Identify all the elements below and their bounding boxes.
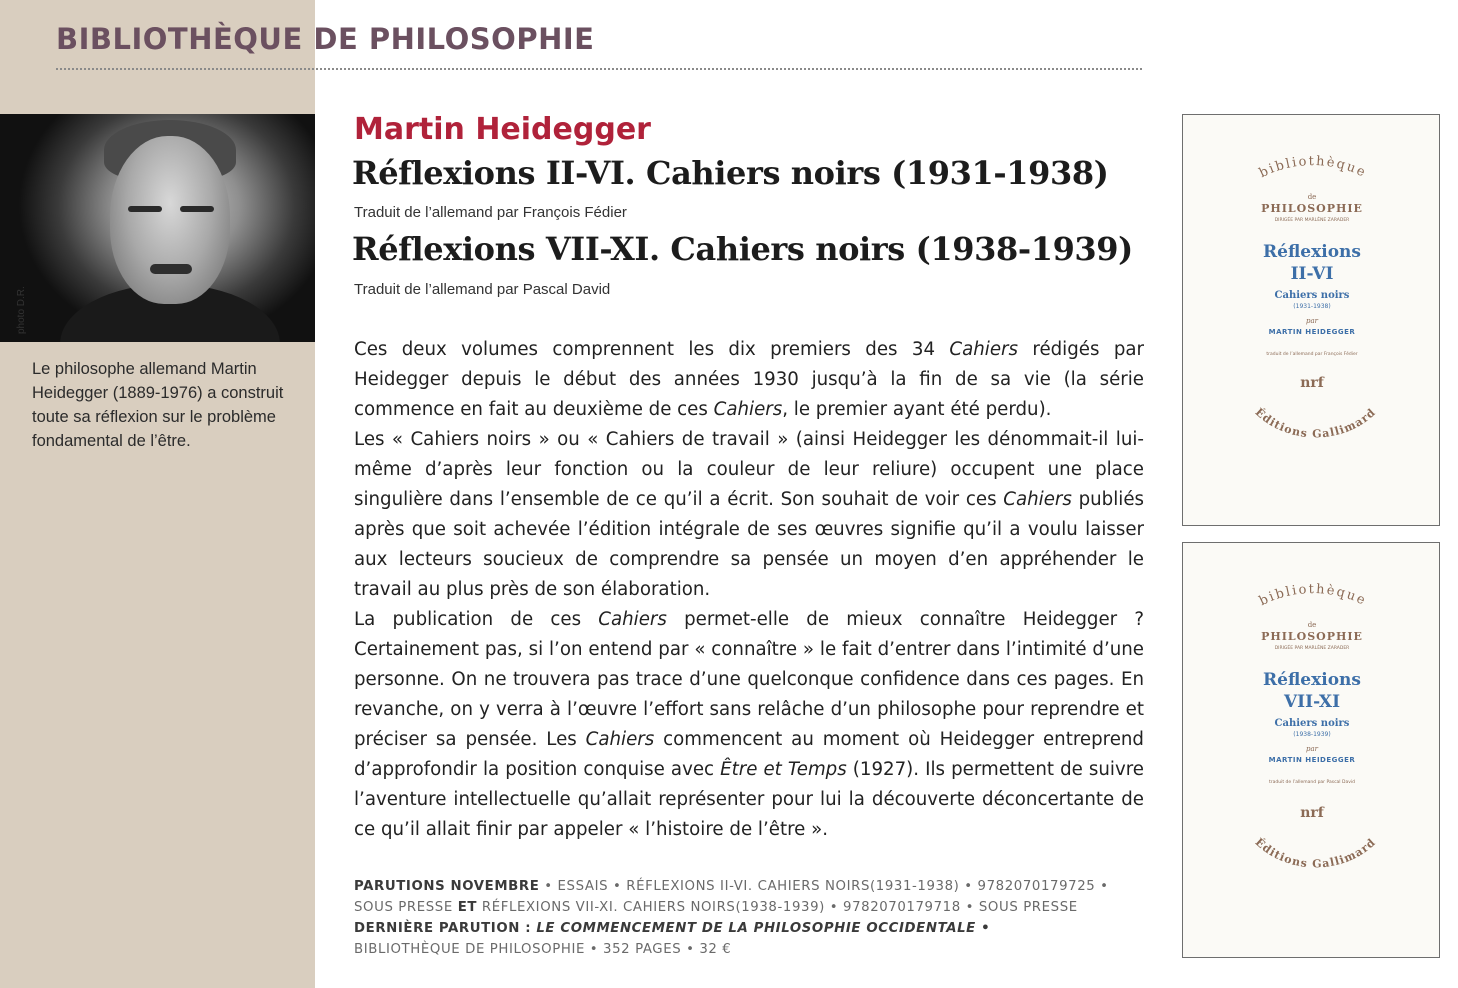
paragraph-2: Les « Cahiers noirs » ou « Cahiers de travail » (ainsi Heidegger les dénommait-il lui-même d’après leur fonction ou la couleur de leur reliure) occupent une place singulière dans l’ensemble de ce qu’il a écrit. Son souhait de voir ces Cahiers publiés après que soit achevée l’édition intégrale de ses œuvres signifie qu’il a voulu laisser aux lecteurs soucieux de comprendre sa pensée un moyen d’en appréhender le travail au plus près de son élaboration. — [354, 429, 1144, 600]
cover-subtitle: Cahiers noirs — [1274, 718, 1350, 729]
paragraph-3: La publication de ces Cahiers permet-elle de mieux connaître Heidegger ? Certainement pas, si l’on entend par « connaître » le fait d’entrer dans l’intimité d’une personne. On ne trouvera pas trace d’une quelconque confidence dans ces pages. En revanche, on y verra à l’œuvre l’effort sans relâche d’un philosophe pour reprendre et préciser sa pensée. Les Cahiers commencent au moment où Heidegger entreprend d’approfondir la position conquise avec Être et Temps (1927). Ils permettent de suivre l’aventure intellectuelle qu’allait représenter pour lui la découverte déconcertante de ce qu’il allait finir par appeler « l’histoire de l’être ». — [354, 609, 1144, 840]
book-title-2: Réflexions VII-XI. Cahiers noirs (1938-1939) — [352, 230, 1133, 268]
photo-caption: Le philosophe allemand Martin Heidegger (1889-1976) a construit toute sa réflexion sur le problème fondamental de l’être. — [32, 360, 284, 450]
svg-text:VII-XI: VII-XI — [1283, 692, 1341, 712]
cover-arc-top: bibliothèque — [1256, 154, 1370, 182]
cover-series: PHILOSOPHIE — [1261, 630, 1363, 643]
svg-text:traduit de l’allemand par Pasc: traduit de l’allemand par Pascal David — [1269, 780, 1355, 785]
svg-text:par: par — [1305, 317, 1319, 325]
cover-title: Réflexions — [1263, 670, 1361, 690]
svg-text:(1931-1938): (1931-1938) — [1293, 303, 1331, 310]
svg-text:traduit de l’allemand par Fran: traduit de l’allemand par François Fédier — [1266, 352, 1358, 357]
cover-title: Réflexions — [1263, 242, 1361, 262]
last-release-line: DERNIÈRE PARUTION : LE COMMENCEMENT DE LA PHILOSOPHIE OCCIDENTALE • — [354, 921, 991, 936]
translator-2: Traduit de l’allemand par Pascal David — [354, 281, 611, 298]
cover-author: MARTIN HEIDEGGER — [1268, 328, 1356, 336]
translator-1: Traduit de l’allemand par François Fédier — [354, 204, 627, 221]
svg-text:de: de — [1307, 621, 1317, 629]
cover-arc-bottom: Éditions Gallimard — [1252, 405, 1379, 441]
cover-author: MARTIN HEIDEGGER — [1268, 756, 1356, 764]
svg-text:DIRIGÉE PAR MARLÈNE ZARADER: DIRIGÉE PAR MARLÈNE ZARADER — [1274, 646, 1350, 651]
cover-arc-top: bibliothèque — [1256, 582, 1370, 610]
publication-info — [354, 876, 1144, 960]
svg-text:(1938-1939): (1938-1939) — [1293, 731, 1331, 738]
paragraph-1: Ces deux volumes comprennent les dix premiers des 34 Cahiers rédigés par Heidegger depuis le début des années 1930 jusqu’à la fin de sa vie (la série commence en fait au deuxième de ces Cahiers, le premier ayant été perdu). — [354, 339, 1144, 420]
svg-text:par: par — [1305, 745, 1319, 753]
section-header: BIBLIOTHÈQUE DE PHILOSOPHIE — [56, 22, 595, 56]
last-release-details: BIBLIOTHÈQUE DE PHILOSOPHIE • 352 PAGES • 32 € — [354, 942, 732, 957]
svg-text:II-VI: II-VI — [1290, 264, 1334, 284]
author-photo — [0, 114, 315, 342]
book-cover-1 — [1182, 114, 1440, 526]
cover-arc-bottom: Éditions Gallimard — [1252, 835, 1379, 871]
article-body — [354, 335, 1144, 845]
cover-imprint: nrf — [1300, 375, 1324, 391]
svg-text:DIRIGÉE PAR MARLÈNE ZARADER: DIRIGÉE PAR MARLÈNE ZARADER — [1274, 218, 1350, 223]
svg-text:de: de — [1307, 193, 1317, 201]
book-title-1: Réflexions II-VI. Cahiers noirs (1931-1938) — [352, 154, 1109, 192]
release-line: PARUTIONS NOVEMBRE • ESSAIS • RÉFLEXIONS II-VI. CAHIERS NOIRS(1931-1938) • 9782070179725 • SOUS PRESSE ET RÉFLEXIONS VII-XI. CAHIERS NOIRS(1938-1939) • 9782070179718 • SOUS PRESSE — [354, 879, 1109, 915]
photo-credit: photo D.R. — [16, 286, 27, 334]
cover-subtitle: Cahiers noirs — [1274, 290, 1350, 301]
book-cover-2 — [1182, 542, 1440, 958]
author-name: Martin Heidegger — [354, 112, 651, 147]
cover-series: PHILOSOPHIE — [1261, 202, 1363, 215]
header-divider — [56, 68, 1142, 70]
cover-imprint: nrf — [1300, 805, 1324, 821]
